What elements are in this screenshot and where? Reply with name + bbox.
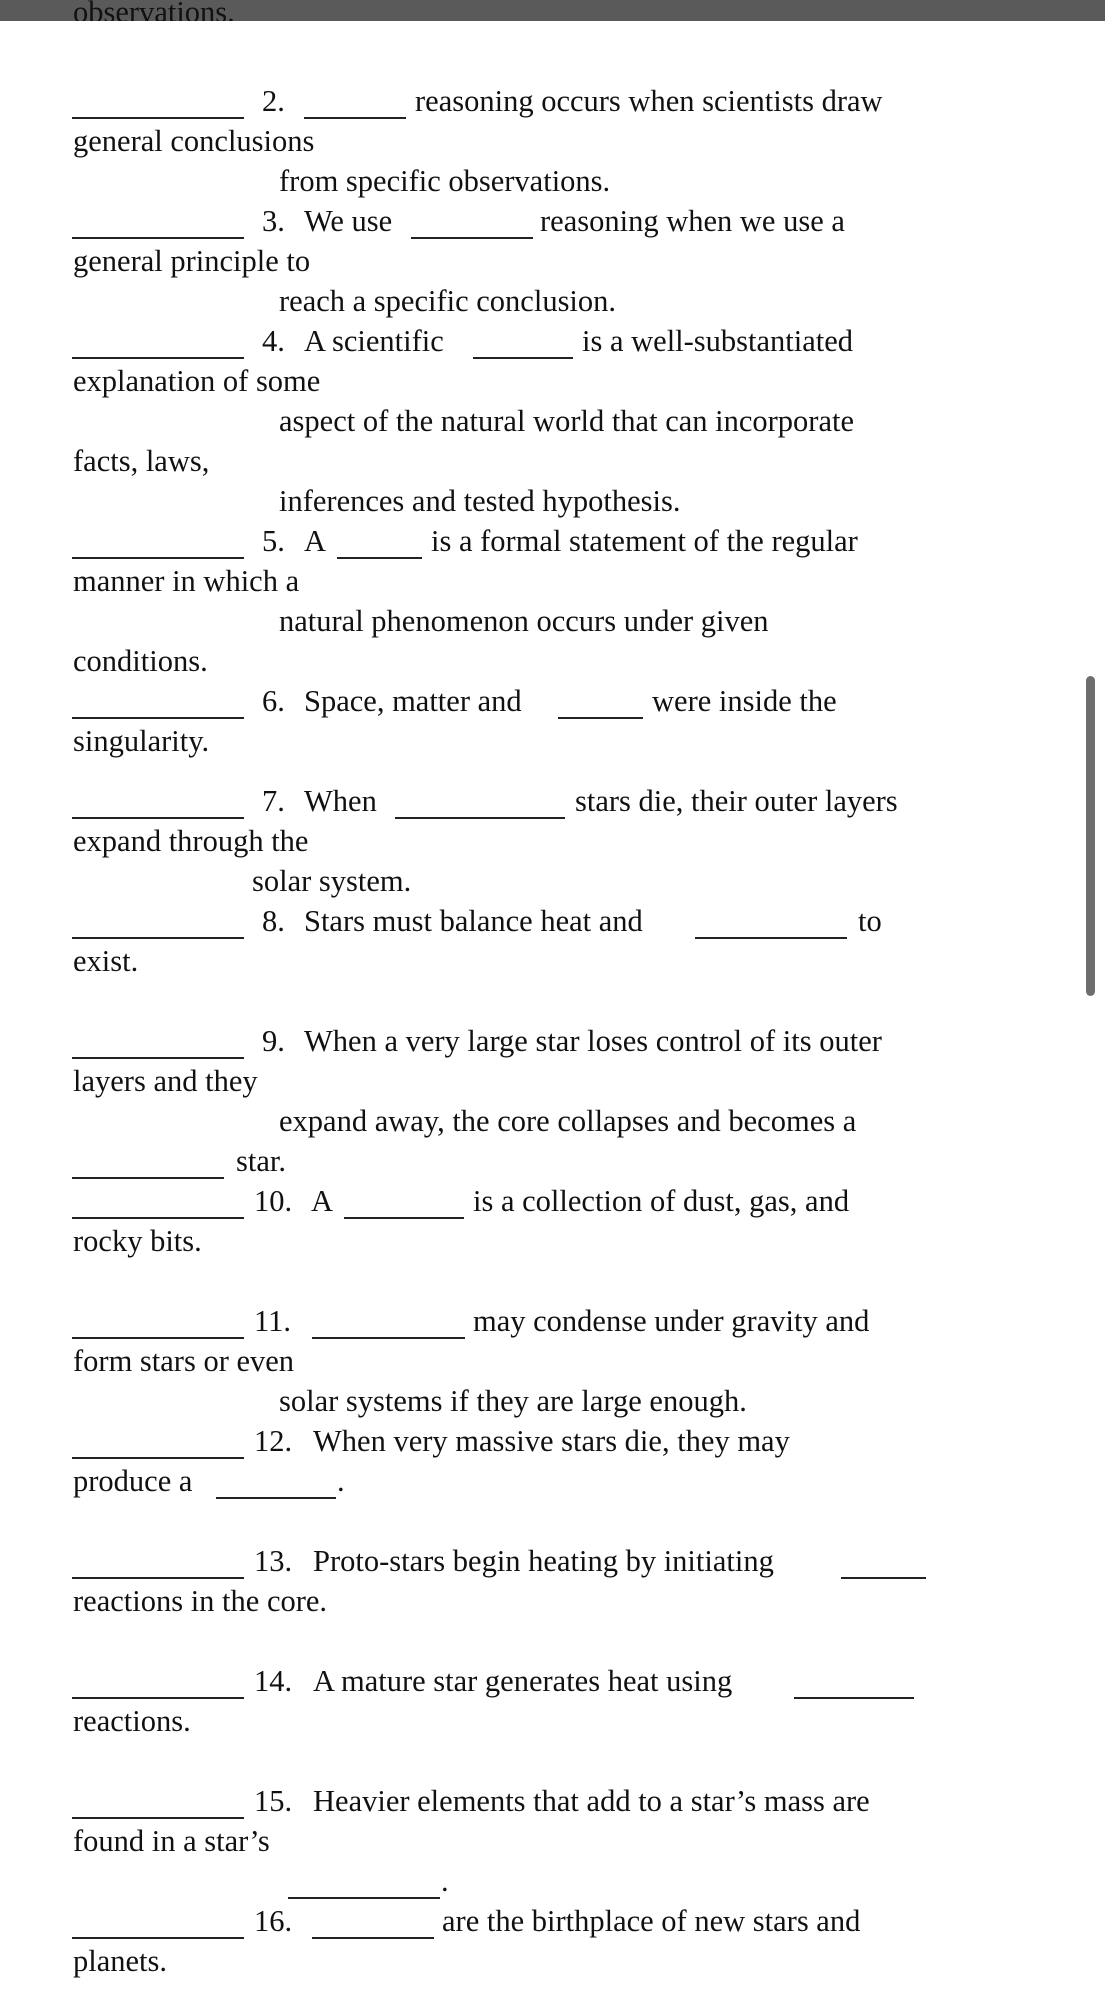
question-10-wrap: rocky bits. — [73, 1224, 202, 1258]
question-9-number: 9. — [262, 1024, 285, 1058]
answer-blank-3[interactable] — [72, 237, 244, 239]
answer-blank-4[interactable] — [72, 357, 244, 359]
fill-blank-6[interactable] — [558, 717, 643, 719]
question-8-wrap: exist. — [73, 944, 139, 978]
answer-blank-11[interactable] — [72, 1337, 244, 1339]
question-7-number: 7. — [262, 784, 285, 818]
question-2-text: reasoning occurs when scientists draw — [415, 84, 883, 118]
question-11-text: may condense under gravity and — [473, 1304, 870, 1338]
question-11-number: 11. — [254, 1304, 291, 1338]
clipped-heading: observations. — [73, 0, 235, 21]
question-5-continued: natural phenomenon occurs under given — [279, 604, 769, 638]
question-14-number: 14. — [254, 1664, 293, 1698]
question-13-number: 13. — [254, 1544, 293, 1578]
question-9-pre: When a very large star loses control of its outer — [304, 1024, 882, 1058]
question-12-end: . — [337, 1464, 345, 1498]
question-4-wrap: explanation of some — [73, 364, 321, 398]
question-8-number: 8. — [262, 904, 285, 938]
question-5-number: 5. — [262, 524, 285, 558]
fill-blank-3[interactable] — [411, 237, 533, 239]
question-7-continued: solar system. — [252, 864, 412, 898]
answer-blank-14[interactable] — [72, 1697, 244, 1699]
answer-blank-9[interactable] — [72, 1057, 244, 1059]
fill-blank-15[interactable] — [288, 1897, 440, 1899]
answer-blank-5[interactable] — [72, 557, 244, 559]
question-13-wrap: reactions in the core. — [73, 1584, 328, 1618]
question-16-text: are the birthplace of new stars and — [442, 1904, 861, 1938]
question-4-pre: A scientific — [304, 324, 444, 358]
question-4-wrap-2: facts, laws, — [73, 444, 210, 478]
question-9-continued-2: star. — [236, 1144, 286, 1178]
question-3-wrap: general principle to — [73, 244, 311, 278]
fill-blank-7[interactable] — [395, 817, 565, 819]
answer-blank-10[interactable] — [72, 1217, 244, 1219]
question-4-continued-2: inferences and tested hypothesis. — [279, 484, 681, 518]
fill-blank-4[interactable] — [473, 357, 573, 359]
fill-blank-11[interactable] — [312, 1337, 465, 1339]
question-4-continued: aspect of the natural world that can incorporate — [279, 404, 855, 438]
question-15-pre: Heavier elements that add to a star’s mass are — [313, 1784, 870, 1818]
question-15-end: . — [441, 1864, 449, 1898]
question-14-wrap: reactions. — [73, 1704, 191, 1738]
fill-blank-12[interactable] — [216, 1497, 336, 1499]
question-12-number: 12. — [254, 1424, 293, 1458]
fill-blank-13[interactable] — [841, 1577, 926, 1579]
question-9-wrap: layers and they — [73, 1064, 258, 1098]
question-10-text: is a collection of dust, gas, and — [473, 1184, 850, 1218]
fill-blank-5[interactable] — [337, 557, 422, 559]
question-3-pre: We use — [304, 204, 393, 238]
question-11-wrap: form stars or even — [73, 1344, 295, 1378]
answer-blank-15[interactable] — [72, 1817, 244, 1819]
question-4-text: is a well-substantiated — [582, 324, 854, 358]
question-2-number: 2. — [262, 84, 285, 118]
fill-blank-14[interactable] — [794, 1697, 914, 1699]
fill-blank-9[interactable] — [72, 1177, 224, 1179]
question-10-pre: A — [311, 1184, 334, 1218]
question-8-pre: Stars must balance heat and — [304, 904, 643, 938]
question-3-continued: reach a specific conclusion. — [279, 284, 617, 318]
answer-blank-16[interactable] — [72, 1937, 244, 1939]
question-13-pre: Proto-stars begin heating by initiating — [313, 1544, 774, 1578]
question-6-wrap: singularity. — [73, 724, 210, 758]
answer-blank-13[interactable] — [72, 1577, 244, 1579]
question-6-pre: Space, matter and — [304, 684, 522, 718]
answer-blank-8[interactable] — [72, 937, 244, 939]
question-8-text: to — [858, 904, 882, 938]
question-14-pre: A mature star generates heat using — [313, 1664, 733, 1698]
question-15-number: 15. — [254, 1784, 293, 1818]
question-16-number: 16. — [254, 1904, 293, 1938]
question-6-text: were inside the — [652, 684, 837, 718]
answer-blank-12[interactable] — [72, 1457, 244, 1459]
question-7-pre: When — [304, 784, 377, 818]
question-7-wrap: expand through the — [73, 824, 309, 858]
fill-blank-8[interactable] — [695, 937, 847, 939]
question-3-number: 3. — [262, 204, 285, 238]
question-7-text: stars die, their outer layers — [575, 784, 898, 818]
question-11-continued: solar systems if they are large enough. — [279, 1384, 747, 1418]
question-10-number: 10. — [254, 1184, 293, 1218]
question-9-continued: expand away, the core collapses and becomes a — [279, 1104, 857, 1138]
question-2-continued: from specific observations. — [279, 164, 611, 198]
question-6-number: 6. — [262, 684, 285, 718]
question-16-wrap: planets. — [73, 1944, 168, 1978]
answer-blank-2[interactable] — [72, 117, 244, 119]
fill-blank-16[interactable] — [312, 1937, 434, 1939]
question-2-wrap: general conclusions — [73, 124, 315, 158]
question-5-wrap: manner in which a — [73, 564, 300, 598]
fill-blank-2[interactable] — [304, 117, 406, 119]
question-15-wrap: found in a star’s — [73, 1824, 270, 1858]
question-3-text: reasoning when we use a — [540, 204, 845, 238]
fill-blank-10[interactable] — [344, 1217, 464, 1219]
answer-blank-6[interactable] — [72, 717, 244, 719]
answer-blank-7[interactable] — [72, 817, 244, 819]
vertical-scrollbar[interactable] — [1086, 676, 1095, 996]
question-4-number: 4. — [262, 324, 285, 358]
question-12-pre: When very massive stars die, they may — [313, 1424, 790, 1458]
question-12-wrap: produce a — [73, 1464, 193, 1498]
question-5-pre: A — [304, 524, 327, 558]
question-5-text: is a formal statement of the regular — [431, 524, 858, 558]
question-5-wrap-2: conditions. — [73, 644, 208, 678]
